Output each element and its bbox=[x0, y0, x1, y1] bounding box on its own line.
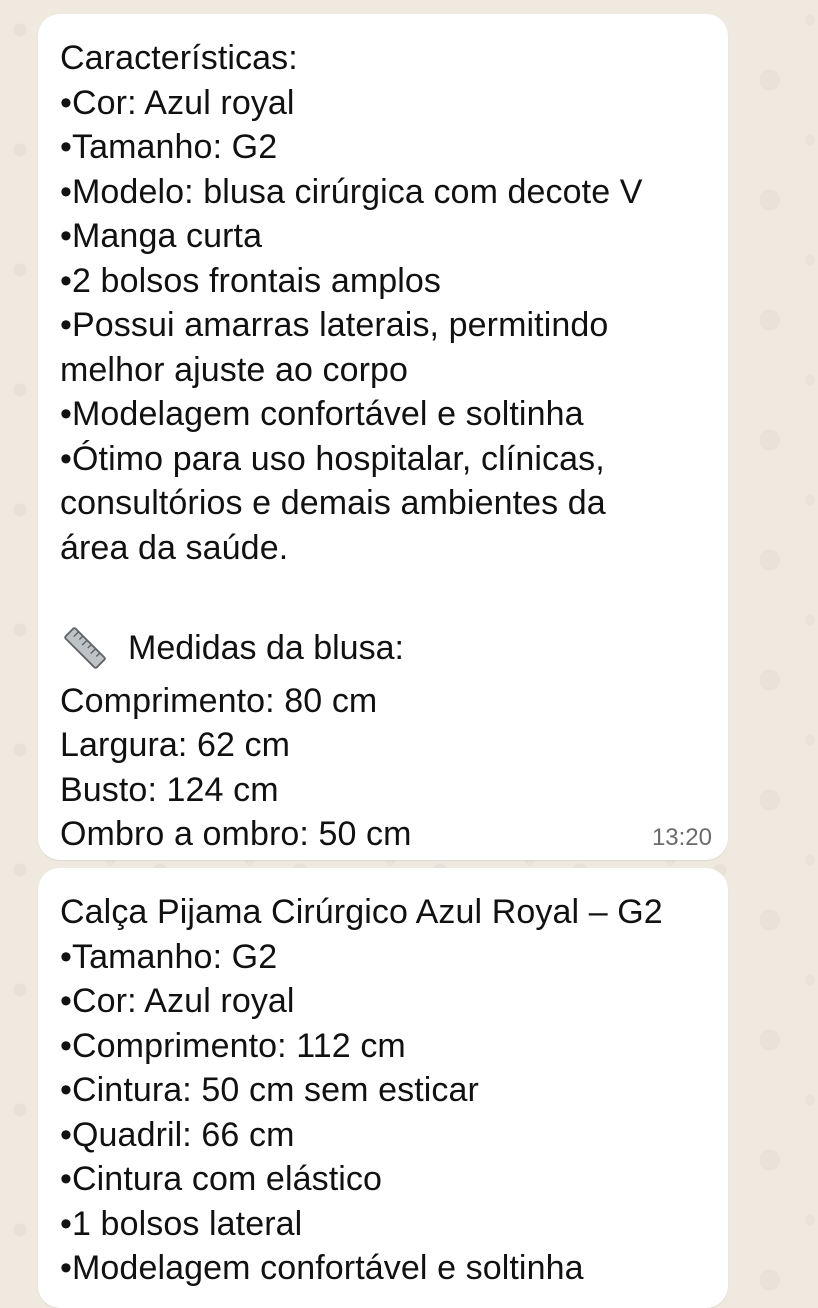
message-line: •1 bolsos lateral bbox=[60, 1204, 303, 1243]
message-line: •Manga curta bbox=[60, 217, 263, 255]
measure-line: Comprimento: 80 cm bbox=[60, 681, 378, 720]
message-line: •Cintura: 50 cm sem esticar bbox=[60, 1071, 479, 1109]
measure-line: Ombro a ombro: 50 cm bbox=[60, 815, 412, 853]
message-line: •Cor: Azul royal bbox=[60, 982, 295, 1020]
message-line: Calça Pijama Cirúrgico Azul Royal – G2 bbox=[60, 893, 663, 931]
message-line: consultórios e demais ambientes da bbox=[60, 484, 606, 522]
message-timestamp: 13:20 bbox=[651, 824, 712, 851]
message-line: •Ótimo para uso hospitalar, clínicas, bbox=[60, 439, 605, 478]
message-line: •Cor: Azul royal bbox=[60, 83, 295, 122]
message-line: •Comprimento: 112 cm bbox=[60, 1026, 406, 1065]
message-line: •Quadril: 66 cm bbox=[60, 1115, 295, 1154]
message-bubble[interactable] bbox=[38, 868, 728, 1308]
message-line: •Tamanho: G2 bbox=[60, 937, 278, 976]
message-line: •Modelagem confortável e soltinha bbox=[60, 1249, 584, 1287]
measures-heading-row bbox=[60, 617, 704, 679]
straight-ruler-icon bbox=[60, 623, 110, 673]
message-line: •Modelagem confortável e soltinha bbox=[60, 395, 584, 433]
measure-line: Largura: 62 cm bbox=[60, 726, 291, 764]
blank-line bbox=[60, 570, 704, 615]
message-line: •2 bolsos frontais amplos bbox=[60, 261, 442, 300]
message-line: •Possui amarras laterais, permitindo bbox=[60, 306, 609, 344]
message-line: •Cintura com elástico bbox=[60, 1160, 383, 1198]
message-line: •Tamanho: G2 bbox=[60, 128, 278, 166]
message-line: melhor ajuste ao corpo bbox=[60, 350, 409, 389]
measure-line: Busto: 124 cm bbox=[60, 770, 279, 809]
message-bubble[interactable] bbox=[38, 14, 728, 860]
message-line: •Modelo: blusa cirúrgica com decote V bbox=[60, 172, 643, 211]
message-line: Características: bbox=[60, 39, 298, 77]
measures-heading: Medidas da blusa: bbox=[128, 628, 404, 667]
message-line: área da saúde. bbox=[60, 528, 289, 567]
